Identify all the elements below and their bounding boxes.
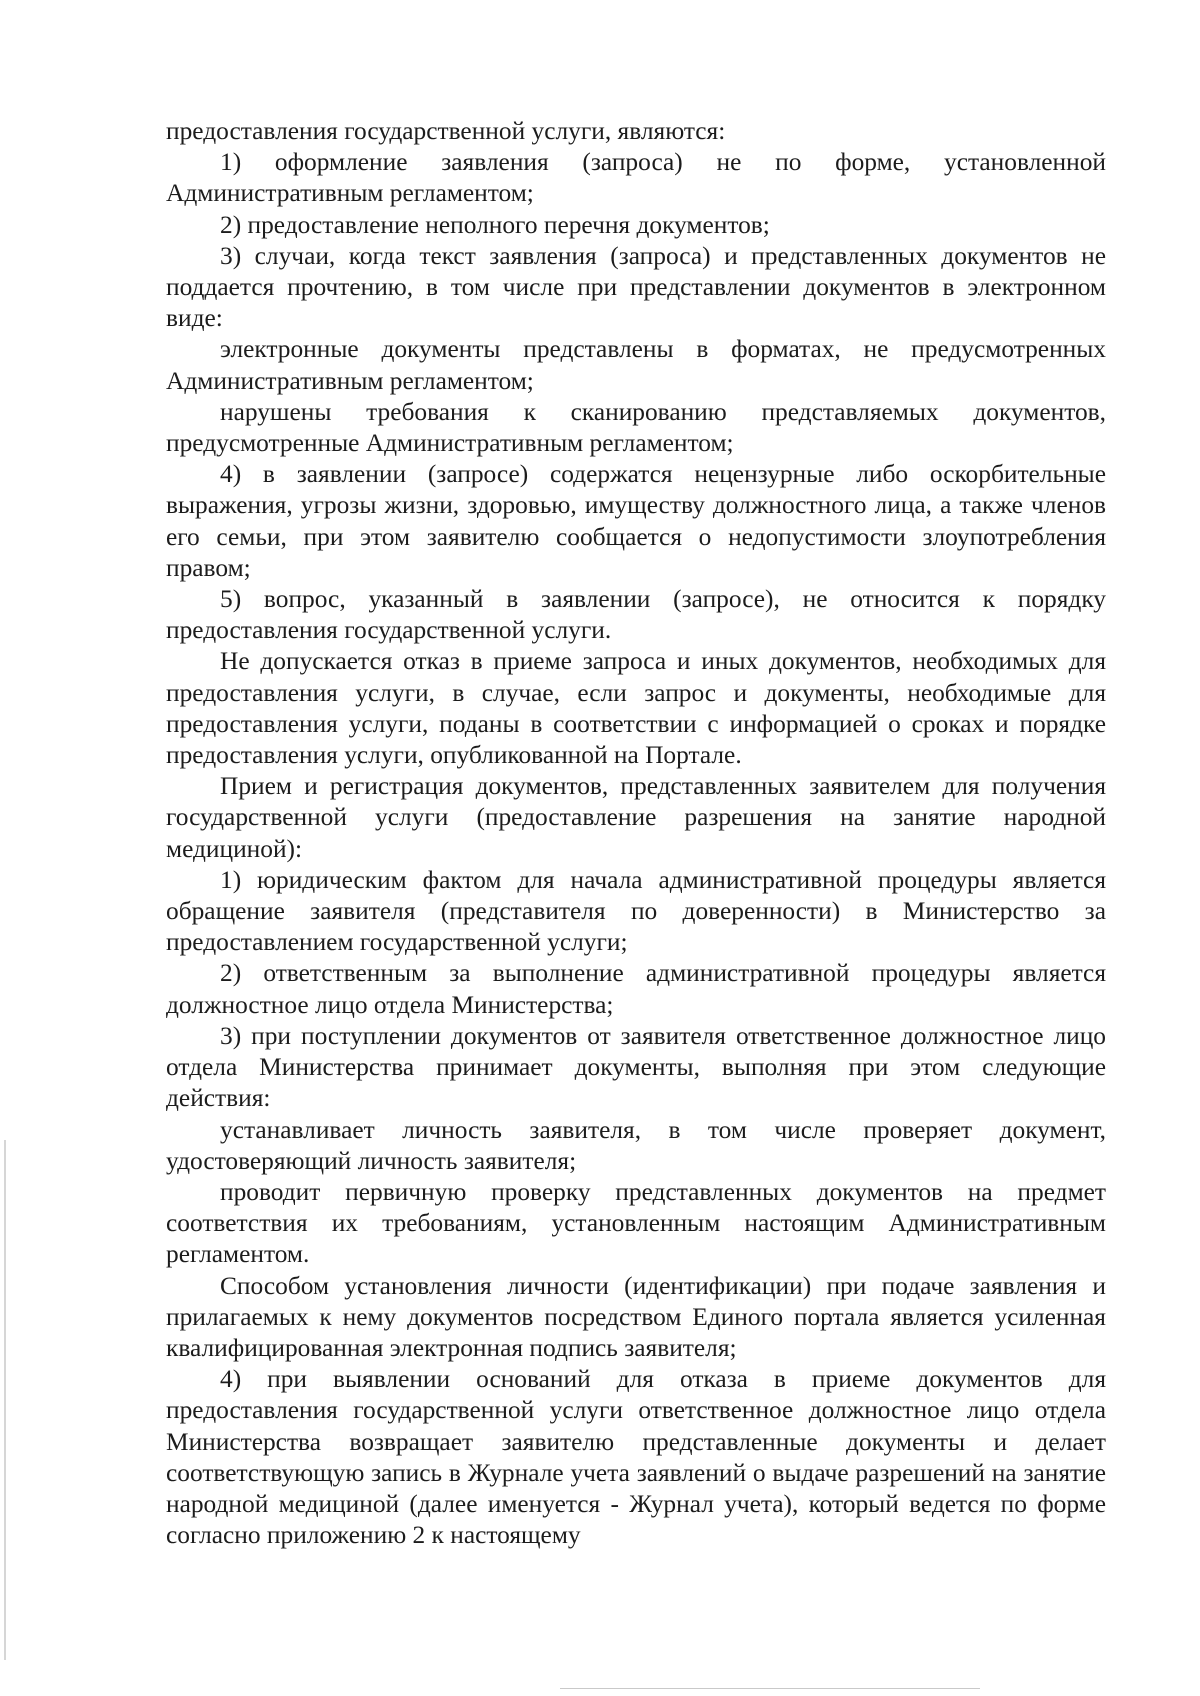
- paragraph: предоставления государственной услуги, являются:: [166, 117, 726, 145]
- paragraph: Прием и регистрация документов, представленных заявителем для получения государственной услуги (предоставление разрешения на занятие народной медициной):: [166, 772, 1106, 863]
- paragraph: 3) случаи, когда текст заявления (запроса) и представленных документов не поддается прочтению, в том числе при представлении документов в электронном виде:: [166, 241, 1106, 333]
- scan-bottom-mark: [560, 1688, 980, 1689]
- paragraph: 4) при выявлении оснований для отказа в приеме документов для предоставления государственной услуги ответственное должностное лицо отдела Министерства возвращает заявителю представленные документы и делает соответствующую запись в Журнале учета заявлений о выдаче разрешений на занятие народной медициной (далее именуется - Журнал учета), который ведется по форме согласно приложению 2 к настоящему: [166, 1365, 1106, 1550]
- paragraph: 1) юридическим фактом для начала административной процедуры является обращение заявителя (представителя по доверенности) в Министерство за предоставлением государственной услуги;: [166, 865, 1106, 957]
- paragraph: электронные документы представлены в форматах, не предусмотренных Административным регламентом;: [166, 335, 1106, 395]
- paragraph: 1) оформление заявления (запроса) не по форме, установленной Административным регламентом;: [166, 148, 1106, 208]
- paragraph: 5) вопрос, указанный в заявлении (запросе), не относится к порядку предоставления государственной услуги.: [166, 585, 1106, 645]
- document-body: [166, 116, 1106, 1551]
- paragraph: 2) предоставление неполного перечня документов;: [220, 210, 770, 239]
- paragraph: Способом установления личности (идентификации) при подаче заявления и прилагаемых к нему документов посредством Единого портала является усиленная квалифицированная электронная подпись заявителя;: [166, 1271, 1106, 1362]
- paragraph: 2) ответственным за выполнение административной процедуры является должностное лицо отдела Министерства;: [166, 959, 1106, 1019]
- paragraph: 3) при поступлении документов от заявителя ответственное должностное лицо отдела Министерства принимает документы, выполняя при этом следующие действия:: [166, 1021, 1106, 1113]
- paragraph: Не допускается отказ в приеме запроса и иных документов, необходимых для предоставления услуги, в случае, если запрос и документы, необходимые для предоставления услуги, поданы в соответствии с информацией о сроках и порядке предоставления услуги, опубликованной на Портале.: [166, 647, 1106, 770]
- paragraph: 4) в заявлении (запросе) содержатся нецензурные либо оскорбительные выражения, угрозы жизни, здоровью, имуществу должностного лица, а также членов его семьи, при этом заявителю сообщается о недопустимости злоупотребления правом;: [166, 460, 1106, 582]
- paragraph: проводит первичную проверку представленных документов на предмет соответствия их требованиям, установленным настоящим Административным регламентом.: [166, 1177, 1106, 1269]
- paragraph: устанавливает личность заявителя, в том числе проверяет документ, удостоверяющий личность заявителя;: [166, 1115, 1106, 1175]
- scan-edge-mark: [4, 1140, 6, 1660]
- paragraph: нарушены требования к сканированию представляемых документов, предусмотренные Административным регламентом;: [166, 397, 1106, 458]
